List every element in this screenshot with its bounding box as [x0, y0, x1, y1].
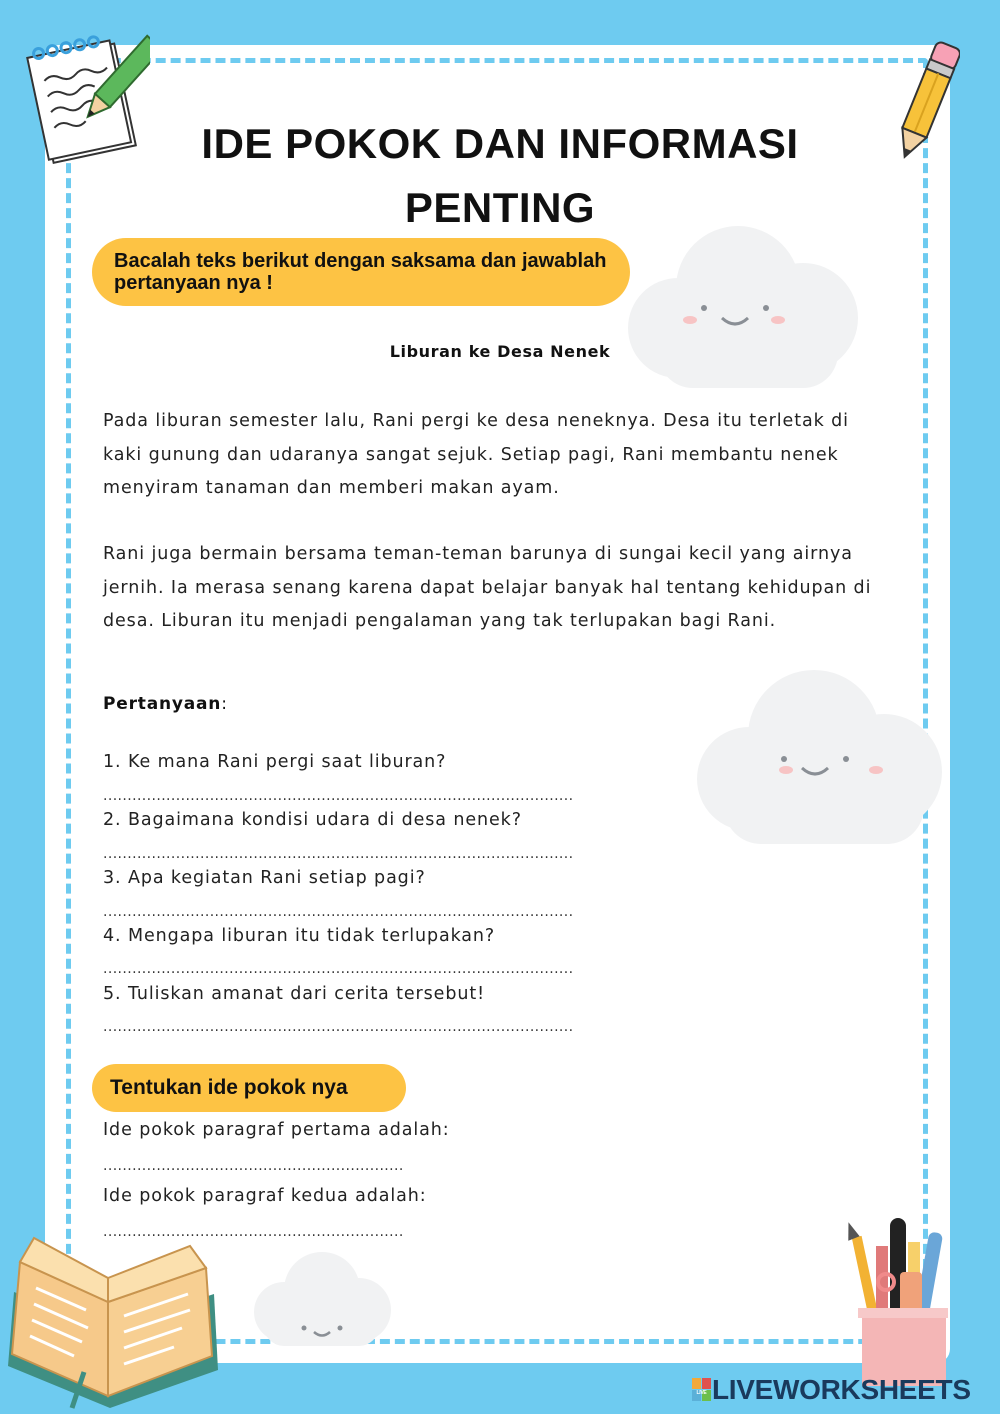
answer-line-5[interactable]: ................................................................................................. [103, 1019, 574, 1035]
answer-line-2[interactable]: ................................................................................................. [103, 846, 574, 862]
liveworksheets-mark-icon [692, 1378, 714, 1402]
liveworksheets-mark-text: LIVE [696, 1390, 707, 1396]
instruction-text: Bacalah teks berikut dengan saksama dan jawablah pertanyaan nya ! [114, 250, 607, 294]
open-book-icon [0, 1232, 226, 1410]
cloud-decoration-middle [684, 664, 954, 854]
answer-line-4[interactable]: ................................................................................................. [103, 961, 574, 977]
questions-heading [103, 694, 228, 714]
pencil-cup-icon [848, 1216, 948, 1386]
liveworksheets-text: LIVEWORKSHEETS [712, 1374, 971, 1405]
main-idea-answer-2[interactable]: .............................................................. [103, 1224, 404, 1240]
question-4: 4. Mengapa liburan itu tidak terlupakan? [103, 926, 496, 946]
questions-heading-colon: : [221, 694, 228, 714]
main-idea-heading: Tentukan ide pokok nya [110, 1076, 348, 1099]
answer-line-3[interactable]: ................................................................................................. [103, 904, 574, 920]
cloud-decoration-top [618, 218, 868, 398]
notepad-pencil-icon [20, 34, 150, 168]
story-title: Liburan ke Desa Nenek [389, 342, 611, 361]
question-5: 5. Tuliskan amanat dari cerita tersebut! [103, 984, 485, 1004]
main-idea-answer-1[interactable]: .............................................................. [103, 1158, 404, 1174]
question-2: 2. Bagaimana kondisi udara di desa nenek? [103, 810, 522, 830]
story-paragraph-1: Pada liburan semester lalu, Rani pergi ke desa neneknya. Desa itu terletak di kaki gunung dan udaranya sangat sejuk. Setiap pagi, Rani membantu nenek menyiram tanaman dan memberi makan ayam. [103, 411, 849, 498]
questions-heading-label: Pertanyaan [103, 694, 222, 714]
main-idea-banner [92, 1064, 406, 1112]
page-title: IDE POKOK DAN INFORMASI PENTING [201, 120, 799, 231]
question-3: 3. Apa kegiatan Rani setiap pagi? [103, 868, 426, 888]
cloud-decoration-bottom [244, 1250, 394, 1346]
story-paragraph-2: Rani juga bermain bersama teman-teman barunya di sungai kecil yang airnya jernih. Ia merasa senang karena dapat belajar banyak hal tentang kehidupan di desa. Liburan itu menjadi pengalaman yang tak terlupakan bagi Rani. [103, 544, 872, 631]
instruction-banner [92, 238, 630, 306]
question-1: 1. Ke mana Rani pergi saat liburan? [103, 752, 447, 772]
pencil-icon [888, 36, 960, 166]
main-idea-prompt-1: Ide pokok paragraf pertama adalah: [103, 1120, 450, 1140]
answer-line-1[interactable]: ................................................................................................. [103, 788, 574, 804]
main-idea-prompt-2: Ide pokok paragraf kedua adalah: [103, 1186, 427, 1206]
